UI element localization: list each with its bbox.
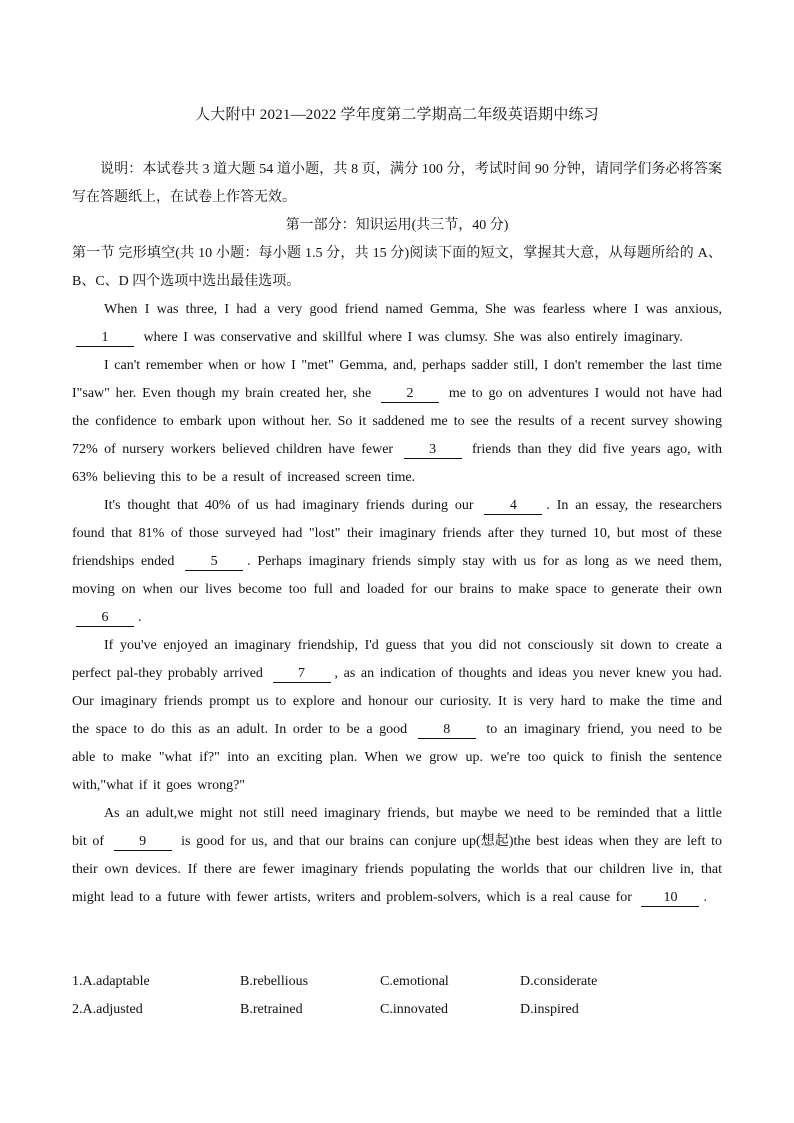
option-b: B.retrained [240,1002,303,1017]
text: It's thought that 40% of us had imaginary friends during our [104,498,474,513]
page-title: 人大附中 2021—2022 学年度第二学期高二年级英语期中练习 [195,107,599,123]
text: friends than they did five years ago, with 63% believing this to be a result of increased screen time. [72,442,723,485]
passage [72,296,722,912]
text: . [703,890,707,905]
blank-5: 5 [185,554,243,571]
paragraph-5 [72,800,722,912]
question-1-options [72,968,722,996]
section-intro: 第一节 完形填空(共 10 小题：每小题 1.5 分，共 15 分)阅读下面的短文，掌握其大意，从每题所给的 A、B、C、D 四个选项中选出最佳选项。 [72,246,722,289]
text: , as an indication of thoughts and ideas you never knew you had. Our imaginary friends prompt us to explore and honour our curiosity. It is very hard to make the time and the space to do this as an adult. In order to be a good [72,666,722,737]
text: . [138,610,142,625]
text: I can't remember when or how I "met" Gemma, and, perhaps sadder still, I don't remember the last time I"saw" her. Even though my brain created her, she [72,358,722,401]
option-c: C.innovated [380,1002,449,1017]
option-c: C.emotional [380,974,449,989]
option-a: 2.A.adjusted [72,1002,143,1017]
text: to an imaginary friend, you need to be able to make "what if?" into an exciting plan. When we grow up. we're too quick to finish the sentence with,"what if it goes wrong?" [72,722,723,793]
text: . Perhaps imaginary friends simply stay with us for as long as we need them, moving on when our lives become too full and loaded for our brains to make space to generate their own [72,554,723,597]
answer-options [72,968,722,1024]
text: is good for us, and that our brains can conjure up(想起)the best ideas when they are left to their own devices. If there are fewer imaginary friends populating the worlds that our children live in, that might lead to a future with fewer artists, writers and problem-solvers, which is a real cause for [72,834,722,905]
text: When I was three, I had a very good friend named Gemma, She was fearless where I was anxious, [104,302,722,317]
blank-4: 4 [484,498,542,515]
text: As an adult,we might not still need imaginary friends, but maybe we need to be reminded that a little bit of [72,806,722,849]
blank-3: 3 [404,442,462,459]
option-a: 1.A.adaptable [72,974,150,989]
blank-8: 8 [418,722,476,739]
blank-1: 1 [76,330,134,347]
blank-9: 9 [114,834,172,851]
text: If you've enjoyed an imaginary friendship, I'd guess that you did not consciously sit down to create a perfect pal-they probably arrived [72,638,722,681]
question-2-options [72,996,722,1024]
blank-2: 2 [381,386,439,403]
part-title: 第一部分：知识运用(共三节，40 分) [285,218,509,233]
blank-10: 10 [641,890,699,907]
paragraph-2 [72,352,722,492]
blank-6: 6 [76,610,134,627]
paragraph-4 [72,632,722,800]
text: me to go on adventures I would not have had the confidence to embark upon without her. So it saddened me to see the results of a recent survey showing 72% of nursery workers believed children have fewer [72,386,723,457]
option-d: D.inspired [520,1002,579,1017]
blank-7: 7 [273,666,331,683]
paragraph-1 [72,296,722,352]
paragraph-3 [72,492,722,632]
option-b: B.rebellious [240,974,309,989]
instructions: 说明：本试卷共 3 道大题 54 道小题，共 8 页，满分 100 分，考试时间 90 分钟，请同学们务必将答案写在答题纸上，在试卷上作答无效。 [72,162,722,205]
option-d: D.considerate [520,974,598,989]
text: where I was conservative and skillful where I was clumsy. She was also entirely imaginary. [143,330,683,345]
text: . In an essay, the researchers found that 81% of those surveyed had "lost" their imaginary friends after they turned 10, but most of these friendships ended [72,498,722,569]
